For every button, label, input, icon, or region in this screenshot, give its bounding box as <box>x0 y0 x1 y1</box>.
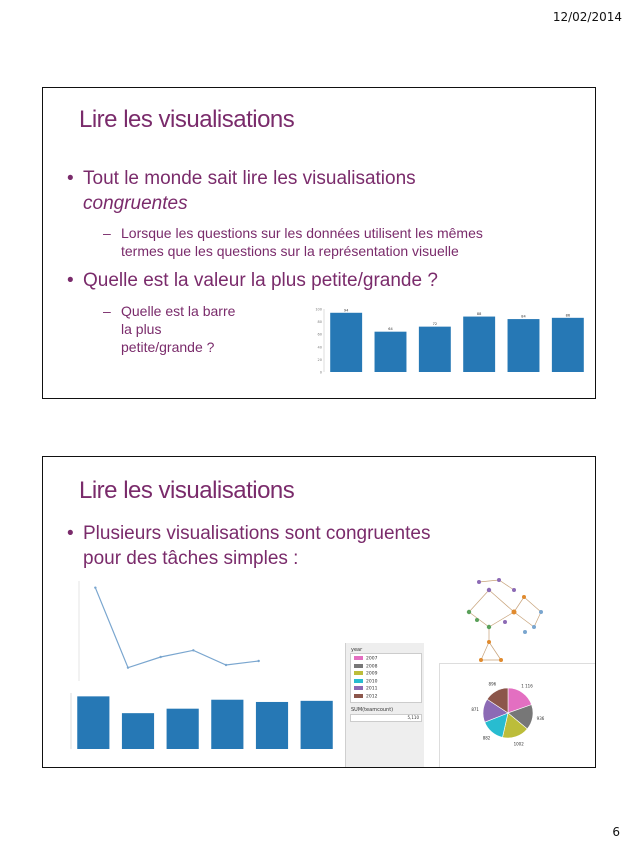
y-tick-label: 100 <box>315 307 322 312</box>
bar-data-label: 84 <box>521 314 526 319</box>
bullet-2-text: Quelle est la valeur la plus petite/grande ? <box>83 270 438 291</box>
measure-value: 5,110 <box>407 715 419 720</box>
sub-2-line-3: petite/grande ? <box>121 339 215 355</box>
pie-chart <box>463 677 553 747</box>
slide-2-bullet-1 <box>67 521 430 571</box>
legend-label: 2011 <box>366 686 378 692</box>
bullet-1-line-2: pour des tâches simples : <box>83 548 299 569</box>
sub-2-line-1: Quelle est la barre <box>121 303 236 319</box>
legend-swatch <box>354 686 363 690</box>
bar <box>301 701 333 749</box>
bar-data-label: 86 <box>565 313 571 318</box>
bar <box>552 318 584 372</box>
slide-1-sub-bullet-2 <box>103 302 235 356</box>
legend-swatch <box>354 679 363 683</box>
slide-1 <box>42 87 596 399</box>
slide-date: 12/02/2014 <box>552 10 622 24</box>
line-point <box>257 660 259 662</box>
slide-1-bullet-2 <box>67 268 438 293</box>
network-graph <box>459 572 551 668</box>
bar-data-label: 72 <box>432 322 438 327</box>
bullet-dot: • <box>67 168 74 189</box>
line-point <box>94 586 96 588</box>
legend-item <box>354 686 377 692</box>
legend-label: 2010 <box>366 679 378 684</box>
sub-1-line-2: termes que les questions sur la représentation visuelle <box>121 243 459 259</box>
measure-label: SUM(teamcount) <box>351 707 394 713</box>
bar <box>508 319 540 372</box>
bar <box>122 713 154 749</box>
legend-label: 2009 <box>366 671 378 677</box>
pie-data-label: 1002 <box>513 741 524 747</box>
sub-bullet-dash: – <box>103 225 111 241</box>
pie-data-label: 871 <box>471 707 479 713</box>
y-tick-label: 80 <box>317 320 322 325</box>
bar <box>256 702 288 749</box>
slide-2 <box>42 456 596 768</box>
legend-item <box>354 694 377 700</box>
bar <box>330 313 362 372</box>
bar-data-label: 88 <box>476 312 482 317</box>
bar <box>419 327 451 372</box>
bar <box>463 317 495 372</box>
measure-bar <box>350 714 422 722</box>
slide-2-title: Lire les visualisations <box>79 477 295 504</box>
bullet-1-line-1: Plusieurs visualisations sont congruentes <box>83 523 431 544</box>
sub-2-line-2: la plus <box>121 321 162 337</box>
bar <box>211 700 243 749</box>
line-chart <box>67 577 283 687</box>
bullet-1-emphasis: congruentes <box>83 193 188 214</box>
legend-swatch <box>354 664 363 668</box>
legend-swatch <box>354 656 363 660</box>
bar <box>375 332 407 372</box>
y-tick-label: 40 <box>317 345 322 350</box>
legend-item <box>354 656 377 662</box>
legend-label: 2012 <box>366 694 378 699</box>
pie-data-label: 896 <box>488 681 497 687</box>
chart-background <box>67 577 283 687</box>
legend-item <box>354 664 377 670</box>
legend-item <box>354 679 377 685</box>
slide-1-sub-bullet-1 <box>103 224 483 260</box>
line-point <box>159 656 161 658</box>
y-tick-label: 60 <box>317 332 322 337</box>
y-tick-label: 0 <box>319 370 322 375</box>
legend-title: year <box>351 647 363 653</box>
y-tick-label: 20 <box>317 357 322 362</box>
line-point <box>127 666 129 668</box>
pie-data-label: 882 <box>482 735 491 741</box>
bar-data-label: 94 <box>343 308 349 313</box>
bar-chart-1 <box>308 299 594 378</box>
pie-data-label: 936 <box>536 716 545 722</box>
bar <box>167 709 199 749</box>
legend-label: 2008 <box>366 664 378 669</box>
line-point <box>192 649 194 651</box>
slide-1-bullet-1 <box>67 166 416 216</box>
legend-box <box>350 653 422 703</box>
page-number: 6 <box>612 825 620 839</box>
legend-swatch <box>354 694 363 698</box>
line-point <box>225 664 227 666</box>
bullet-dot: • <box>67 523 74 544</box>
pie-data-label: 1 116 <box>521 683 533 689</box>
legend-swatch <box>354 671 363 675</box>
sub-1-line-1: Lorsque les questions sur les données utilisent les mêmes <box>121 225 483 241</box>
slide-1-title: Lire les visualisations <box>79 106 295 133</box>
pie-legend-panel <box>345 643 424 767</box>
bullet-dot: • <box>67 270 74 291</box>
bullet-1-text: Tout le monde sait lire les visualisations <box>83 168 416 189</box>
bar-data-label: 64 <box>388 327 393 332</box>
legend-label: 2007 <box>366 656 378 662</box>
bar <box>77 696 109 749</box>
legend-item <box>354 671 377 677</box>
sub-bullet-dash: – <box>103 303 111 319</box>
bar-chart-2 <box>53 685 343 755</box>
